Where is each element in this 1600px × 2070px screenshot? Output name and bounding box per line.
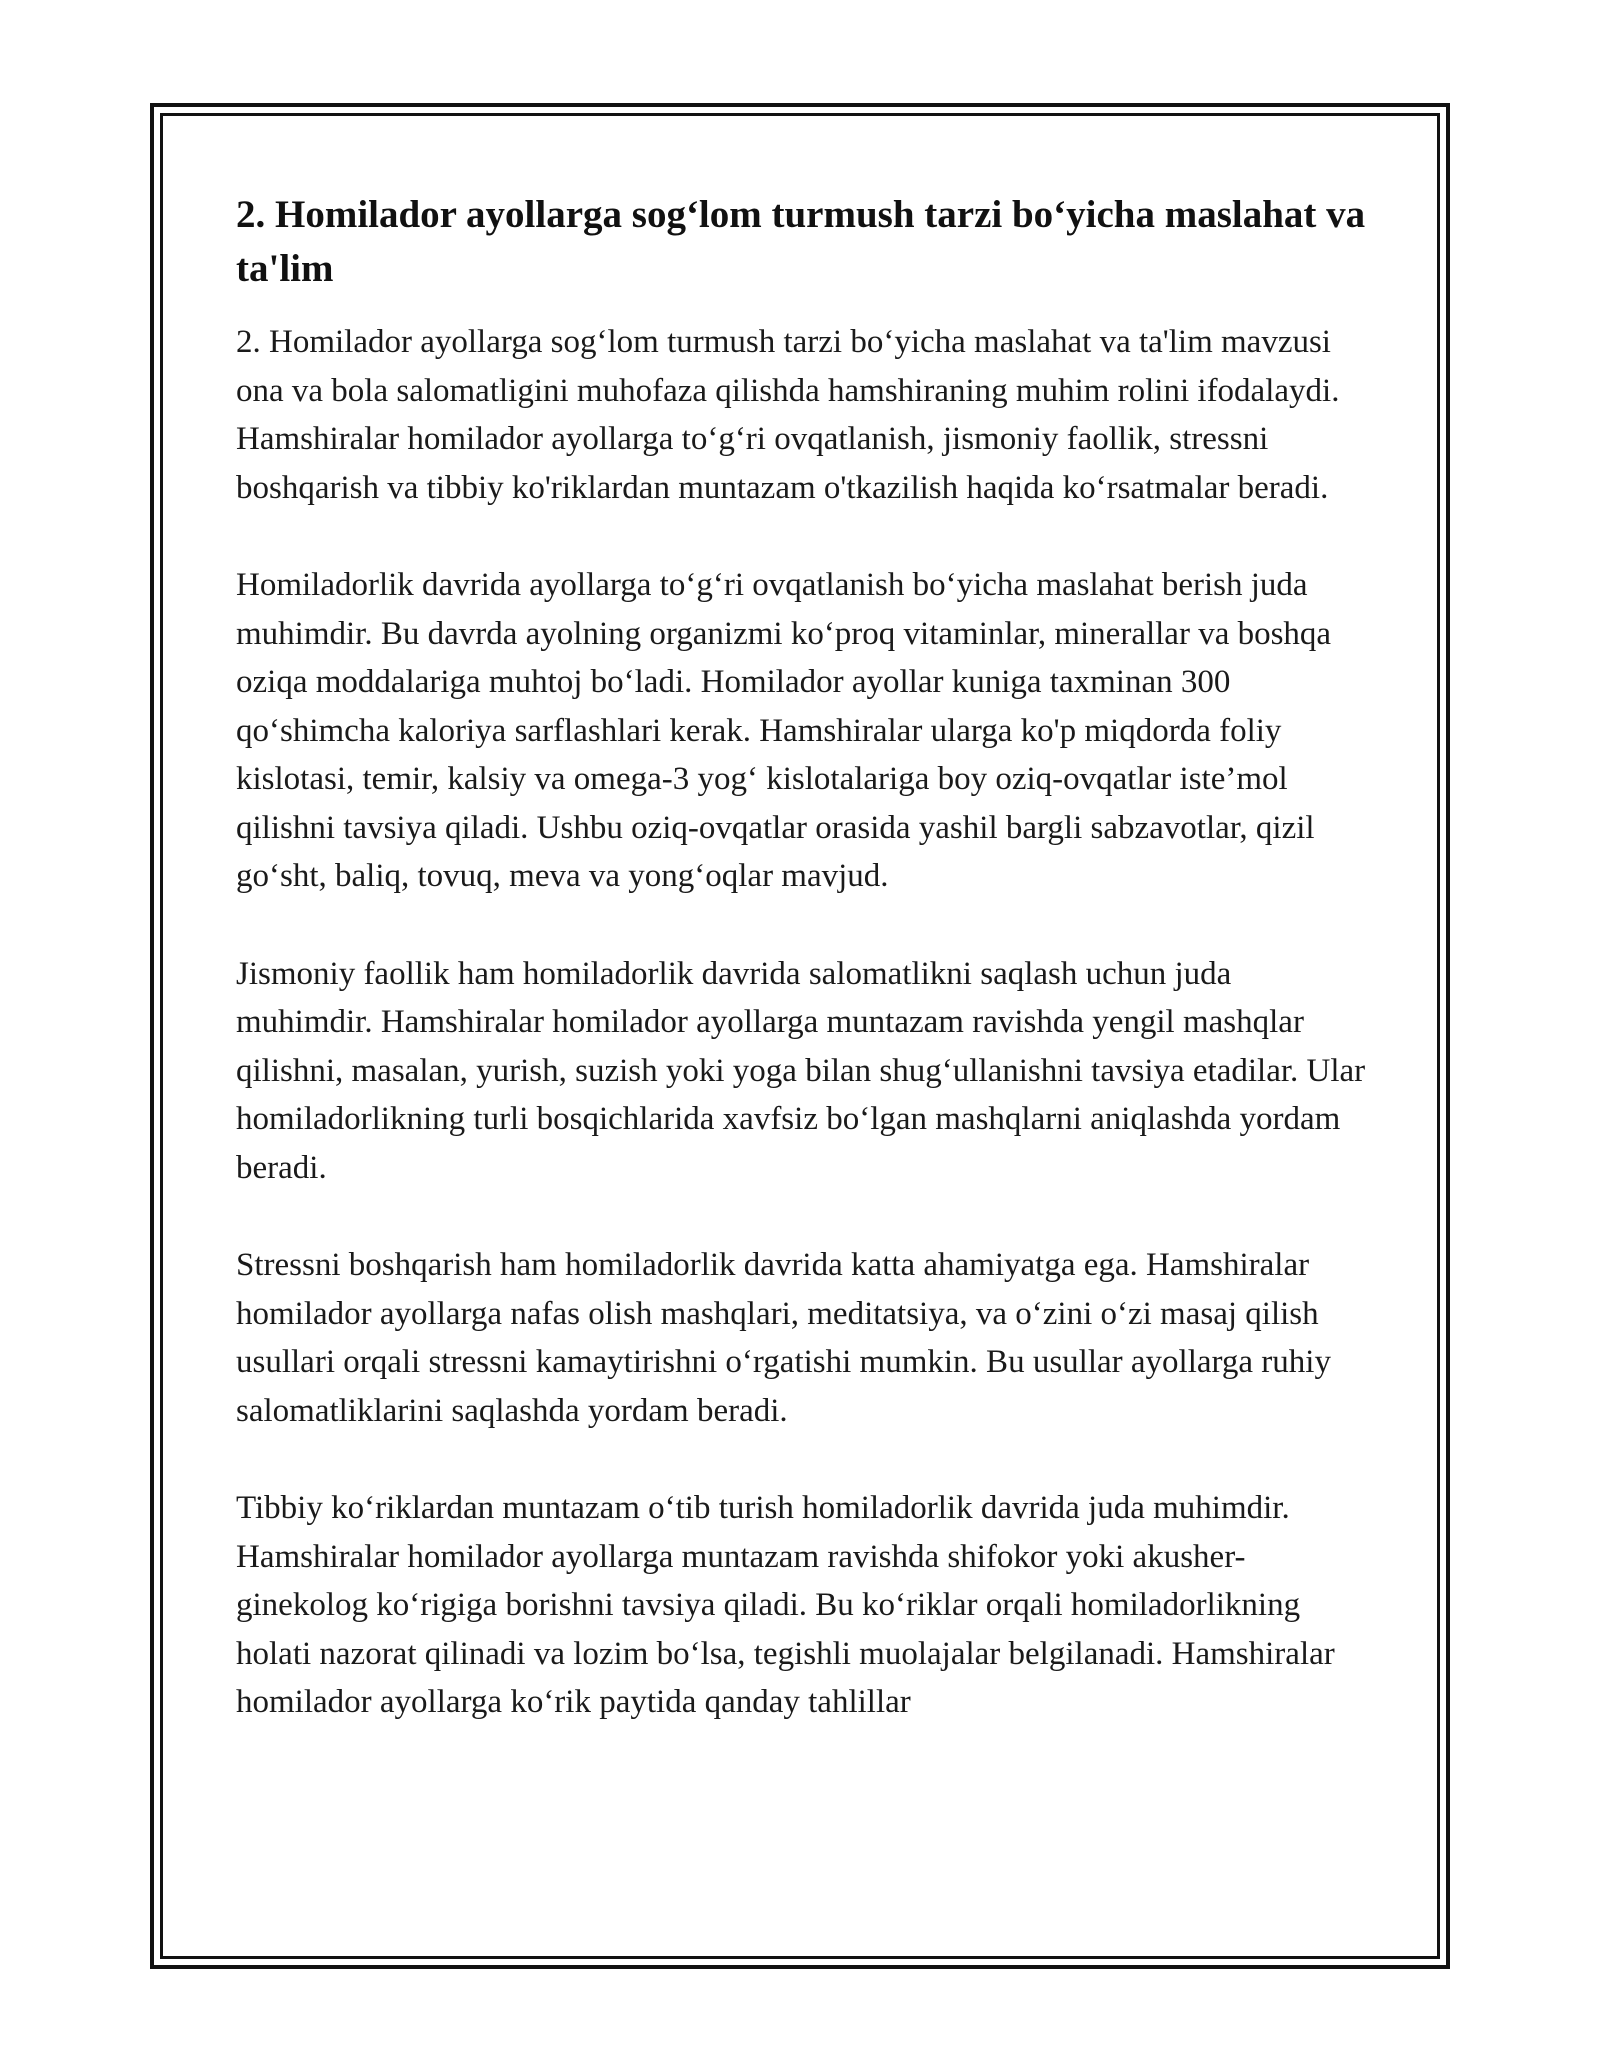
paragraph-medical-checkups: Tibbiy ko‘riklardan muntazam o‘tib turish homiladorlik davrida juda muhimdir. Hamshiralar homilador ayollarga muntazam ravishda shifokor yoki akusher-ginekolog ko‘rigiga borishni tavsiya qiladi. Bu ko‘riklar orqali homiladorlikning holati nazorat qilinadi va lozim bo‘lsa, tegishli muolajalar belgilanadi. Hamshiralar homilador ayollarga ko‘rik paytida qanday tahlillar [236, 1490, 1335, 1720]
document-body [236, 188, 1376, 1727]
paragraph-nutrition: Homiladorlik davrida ayollarga to‘g‘ri ovqatlanish bo‘yicha maslahat berish juda muhimdir. Bu davrda ayolning organizmi ko‘proq vitaminlar, minerallar va boshqa oziqa moddalariga muhtoj bo‘ladi. Homilador ayollar kuniga taxminan 300 qo‘shimcha kaloriya sarflashlari kerak. Hamshiralar ularga ko'p miqdorda foliy kislotasi, temir, kalsiy va omega-3 yog‘ kislotalariga boy oziq-ovqatlar iste’mol qilishni tavsiya qiladi. Ushbu oziq-ovqatlar orasida yashil bargli sabzavotlar, qizil go‘sht, baliq, tovuq, meva va yong‘oqlar mavjud. [236, 567, 1332, 894]
section-heading: 2. Homilador ayollarga sog‘lom turmush tarzi bo‘yicha maslahat va ta'lim [236, 193, 1366, 290]
paragraph-physical-activity: Jismoniy faollik ham homiladorlik davrida salomatlikni saqlash uchun juda muhimdir. Hamshiralar homilador ayollarga muntazam ravishda yengil mashqlar qilishni, masalan, yurish, suzish yoki yoga bilan shug‘ullanishni tavsiya etadilar. Ular homiladorlikning turli bosqichlarida xavfsiz bo‘lgan mashqlarni aniqlashda yordam beradi. [236, 955, 1366, 1186]
paragraph-intro: 2. Homilador ayollarga sog‘lom turmush tarzi bo‘yicha maslahat va ta'lim mavzusi ona va bola salomatligini muhofaza qilishda hamshiraning muhim rolini ifodalaydi. Hamshiralar homilador ayollarga to‘g‘ri ovqatlanish, jismoniy faollik, stressni boshqarish va tibbiy ko'riklardan muntazam o'tkazilish haqida ko‘rsatmalar beradi. [236, 324, 1340, 506]
paragraph-stress-management: Stressni boshqarish ham homiladorlik davrida katta ahamiyatga ega. Hamshiralar homilador ayollarga nafas olish mashqlari, meditatsiya, va o‘zini o‘zi masaj qilish usullari orqali stressni kamaytirishni o‘rgatishi mumkin. Bu usullar ayollarga ruhiy salomatliklarini saqlashda yordam beradi. [236, 1247, 1331, 1429]
